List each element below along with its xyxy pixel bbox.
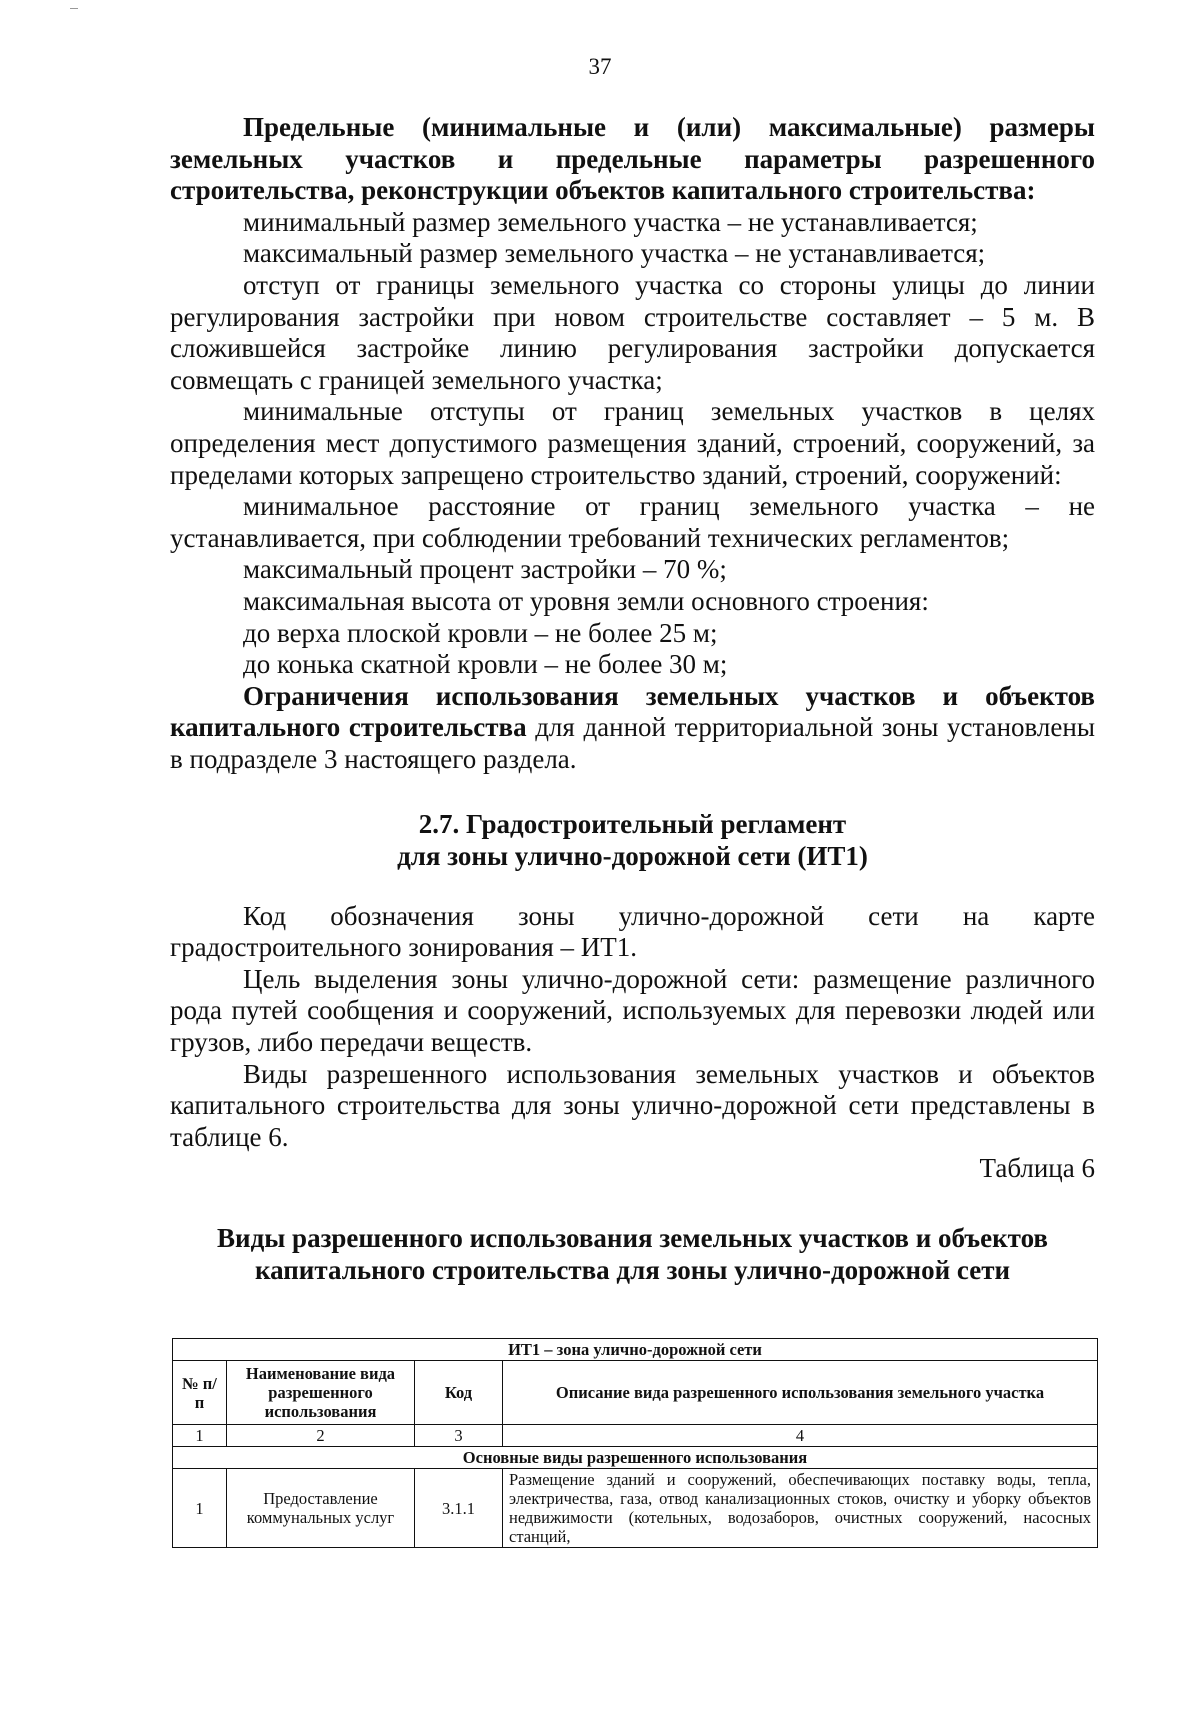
page-number: 37 (588, 54, 612, 79)
section-paragraph: Код обозначения зоны улично-дорожной сети на карте градостроительного зонирования – ИТ1. (170, 900, 1095, 963)
section-title: 2.7. Градостроительный регламент (418, 809, 847, 840)
limit-item: максимальная высота от уровня земли основного строения: (243, 585, 929, 616)
limit-item: минимальный размер земельного участка – не устанавливается; (243, 206, 978, 237)
header-name: Наименование вида разрешенного использования (227, 1361, 415, 1425)
limit-item: минимальные отступы от границ земельных участков в целях определения мест допустимого размещения зданий, строений, сооружений, за пределами которых запрещено строительство зданий, строений, сооружений: (170, 396, 1095, 490)
limit-item: максимальный размер земельного участка – не устанавливается; (243, 238, 986, 269)
row-name: Предоставление коммунальных услуг (227, 1469, 415, 1548)
scan-mark (70, 8, 78, 9)
table-label: Таблица 6 (979, 1153, 1095, 1184)
limits-heading: Предельные (минимальные и (или) максимальные) размеры земельных участков и предельные параметры разрешенного строительства, реконструкции объектов капитального строительства: (170, 112, 1095, 206)
limit-item: до конька скатной кровли – не более 30 м; (243, 649, 728, 680)
row-description: Размещение зданий и сооружений, обеспечивающих поставку воды, тепла, электричества, газа, отвод канализационных стоков, очистку и уборку объектов недвижимости (котельных, водозаборов, очистных сооружений, насосных станций, (503, 1469, 1098, 1548)
table-zone-header-row (173, 1339, 1098, 1361)
restriction-rest: для данной территориальной зоны установлены в подразделе 3 настоящего раздела. (170, 712, 1095, 774)
limit-item: максимальный процент застройки – 70 %; (243, 554, 727, 585)
col-number: 2 (227, 1425, 415, 1447)
limit-item: минимальное расстояние от границ земельного участка – не устанавливается, при соблюдении требований технических регламентов; (170, 491, 1095, 553)
section-paragraph: Виды разрешенного использования земельных участков и объектов капитального строительства для зоны улично-дорожной сети представлены в таблице 6. (170, 1058, 1095, 1152)
row-code: 3.1.1 (415, 1469, 503, 1548)
section-subtitle: для зоны улично-дорожной сети (ИТ1) (397, 841, 868, 872)
row-number: 1 (173, 1469, 227, 1548)
table-title: Виды разрешенного использования земельных участков и объектов (217, 1223, 1048, 1253)
restriction-paragraph (170, 681, 1095, 776)
table-column-numbers-row (173, 1425, 1098, 1447)
table-header-row (173, 1361, 1098, 1425)
table-group-row (173, 1447, 1098, 1469)
land-use-table (172, 1338, 1098, 1548)
header-number: № п/п (173, 1361, 227, 1425)
col-number: 3 (415, 1425, 503, 1447)
section-paragraph: Цель выделения зоны улично-дорожной сети: размещение различного рода путей сообщения и сооружений, используемых для перевозки людей или грузов, либо передачи веществ. (170, 963, 1095, 1058)
table-title-continued: капитального строительства для зоны улично-дорожной сети (254, 1254, 1011, 1285)
col-number: 1 (173, 1425, 227, 1447)
zone-header: ИТ1 – зона улично-дорожной сети (173, 1339, 1098, 1361)
table-row (173, 1469, 1098, 1548)
page-content (170, 112, 1095, 1286)
limit-item: до верха плоской кровли – не более 25 м; (243, 617, 718, 648)
header-description: Описание вида разрешенного использования земельного участка (503, 1361, 1098, 1425)
group-header: Основные виды разрешенного использования (173, 1447, 1098, 1469)
header-code: Код (415, 1361, 503, 1425)
restriction-bold: Ограничения использования земельных участков и объектов капитального строительства (170, 680, 1095, 743)
limit-item: отступ от границы земельного участка со стороны улицы до линии регулирования застройки при новом строительстве составляет – 5 м. В сложившейся застройке линию регулирования застройки допускается совмещать с границей земельного участка; (170, 269, 1095, 395)
col-number: 4 (503, 1425, 1098, 1447)
